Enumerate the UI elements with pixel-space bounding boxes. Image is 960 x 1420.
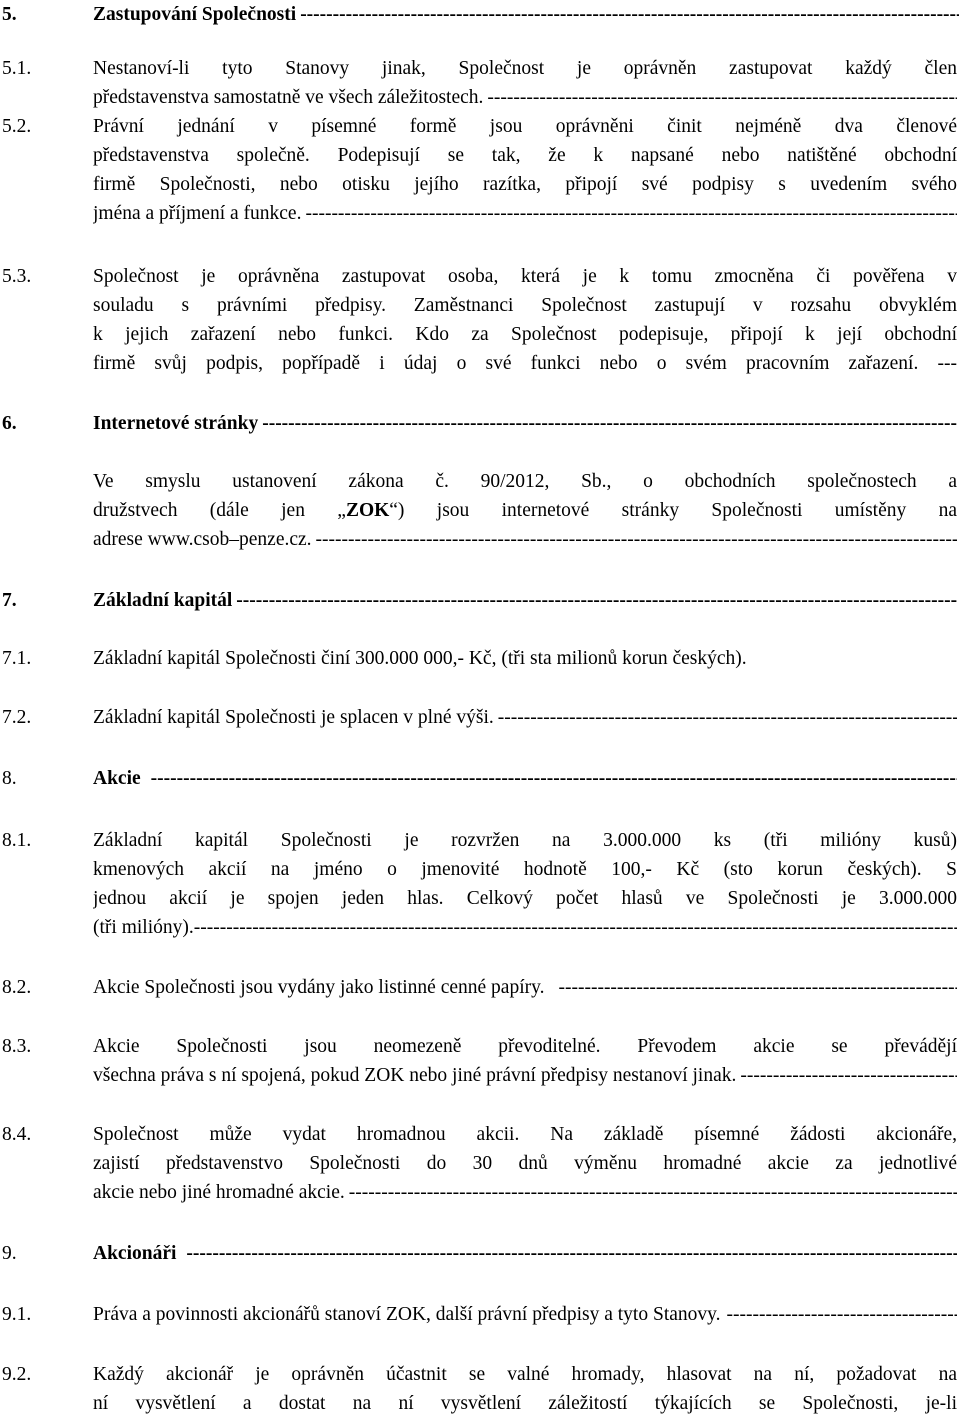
clause-line: představenstva samostatně ve všech záležitostech. bbox=[93, 87, 484, 108]
clause-line: k jejich zařazení nebo funkci. Kdo za Společnost podepisuje, připojí k její obchodní bbox=[93, 324, 957, 345]
clause-line: Práva a povinnosti akcionářů stanoví ZOK, další právní předpisy a tyto Stanovy. bbox=[93, 1304, 721, 1325]
clause-number: 5.1. bbox=[2, 58, 32, 79]
dash-filler bbox=[727, 1300, 958, 1329]
clause-line: Základní kapitál Společnosti je rozvržen na 3.000.000 ks (tři milióny kusů) bbox=[93, 830, 957, 851]
clause-line: jednou akcií je spojen jeden hlas. Celkový počet hlasů ve Společnosti je 3.000.000 bbox=[93, 888, 957, 909]
section-number: 7. bbox=[2, 590, 17, 611]
abbreviation-bold: ZOK bbox=[345, 500, 390, 521]
clause-line: Akcie Společnosti jsou vydány jako listinné cenné papíry. bbox=[93, 977, 545, 998]
dash-filler bbox=[349, 1178, 957, 1207]
dash-filler bbox=[300, 0, 959, 29]
dash-filler bbox=[236, 586, 957, 615]
dash-filler bbox=[262, 409, 957, 438]
clause-line: Základní kapitál Společnosti je splacen v plné výši. bbox=[93, 707, 494, 728]
clause-line: souladu s právními předpisy. Zaměstnanci Společnost zastupují v rozsahu obvyklém bbox=[93, 295, 957, 316]
clause-number: 7.1. bbox=[2, 648, 32, 669]
clause-number: 8.4. bbox=[2, 1124, 32, 1145]
clause-line: ní vysvětlení a dostat na ní vysvětlení záležitostí týkajících se Společnosti, je-li bbox=[93, 1393, 957, 1414]
clause-number: 9.1. bbox=[2, 1304, 32, 1325]
clause-line: jména a příjmení a funkce. bbox=[93, 203, 302, 224]
section-title: Akcie bbox=[93, 768, 141, 789]
clause-line: kmenových akcií na jméno o jmenovité hodnotě 100,- Kč (sto korun českých). S bbox=[93, 859, 957, 880]
clause-line: Základní kapitál Společnosti činí 300.000 000,- Kč, (tři sta milionů korun českých). bbox=[93, 648, 747, 669]
dash-filler bbox=[151, 764, 957, 793]
section-title: Základní kapitál bbox=[93, 590, 233, 611]
dash-filler bbox=[487, 83, 957, 112]
clause-line: (tři milióny). bbox=[93, 917, 194, 938]
clause-line: všechna práva s ní spojená, pokud ZOK nebo jiné právní předpisy nestanoví jinak. bbox=[93, 1065, 737, 1086]
clause-line: akcie nebo jiné hromadné akcie. bbox=[93, 1182, 345, 1203]
section-title: Internetové stránky bbox=[93, 413, 259, 434]
clause-line: firmě Společnosti, nebo otisku jejího razítka, připojí své podpisy s uvedením svého bbox=[93, 174, 957, 195]
dash-filler bbox=[305, 199, 957, 228]
clause-line: Společnost může vydat hromadnou akcii. Na základě písemné žádosti akcionáře, bbox=[93, 1124, 957, 1145]
clause-line bbox=[93, 496, 957, 525]
clause-number: 8.2. bbox=[2, 977, 32, 998]
section-number: 5. bbox=[2, 4, 17, 25]
dash-filler bbox=[194, 913, 957, 942]
section-title: Akcionáři bbox=[93, 1243, 177, 1264]
section-title: Zastupování Společnosti bbox=[93, 4, 297, 25]
clause-number: 7.2. bbox=[2, 707, 32, 728]
text-fragment: “) jsou internetové stránky Společnosti umístěny na bbox=[389, 500, 957, 521]
dash-filler bbox=[498, 703, 957, 732]
dash-filler bbox=[740, 1061, 957, 1090]
text-fragment: družstvech (dále jen „ bbox=[93, 500, 346, 521]
clause-number: 8.1. bbox=[2, 830, 32, 851]
clause-line: firmě svůj podpis, popřípadě i údaj o své funkci nebo o svém pracovním zařazení. --- bbox=[93, 353, 957, 374]
section-number: 8. bbox=[2, 768, 17, 789]
clause-line: adrese www.csob–penze.cz. bbox=[93, 529, 312, 550]
dash-filler bbox=[316, 525, 957, 554]
clause-line: Ve smyslu ustanovení zákona č. 90/2012, Sb., o obchodních společnostech a bbox=[93, 471, 957, 492]
dash-filler bbox=[558, 973, 957, 1002]
clause-line: zajistí představenstvo Společnosti do 30 dnů výměnu hromadné akcie za jednotlivé bbox=[93, 1153, 957, 1174]
clause-line: Právní jednání v písemné formě jsou oprávněni činit nejméně dva členové bbox=[93, 116, 957, 137]
clause-line: Společnost je oprávněna zastupovat osoba, která je k tomu zmocněna či pověřena v bbox=[93, 266, 957, 287]
clause-number: 5.3. bbox=[2, 266, 32, 287]
clause-number: 9.2. bbox=[2, 1364, 32, 1385]
clause-number: 5.2. bbox=[2, 116, 32, 137]
clause-number: 8.3. bbox=[2, 1036, 32, 1057]
clause-line: představenstva společně. Podepisují se tak, že k napsané nebo natištěné obchodní bbox=[93, 145, 957, 166]
clause-line: Akcie Společnosti jsou neomezeně převoditelné. Převodem akcie se převádějí bbox=[93, 1036, 957, 1057]
clause-line: Každý akcionář je oprávněn účastnit se valné hromady, hlasovat na ní, požadovat na bbox=[93, 1364, 957, 1385]
clause-line: Nestanoví-li tyto Stanovy jinak, Společnost je oprávněn zastupovat každý člen bbox=[93, 58, 957, 79]
dash-filler bbox=[186, 1239, 957, 1268]
section-number: 9. bbox=[2, 1243, 17, 1264]
section-number: 6. bbox=[2, 413, 17, 434]
